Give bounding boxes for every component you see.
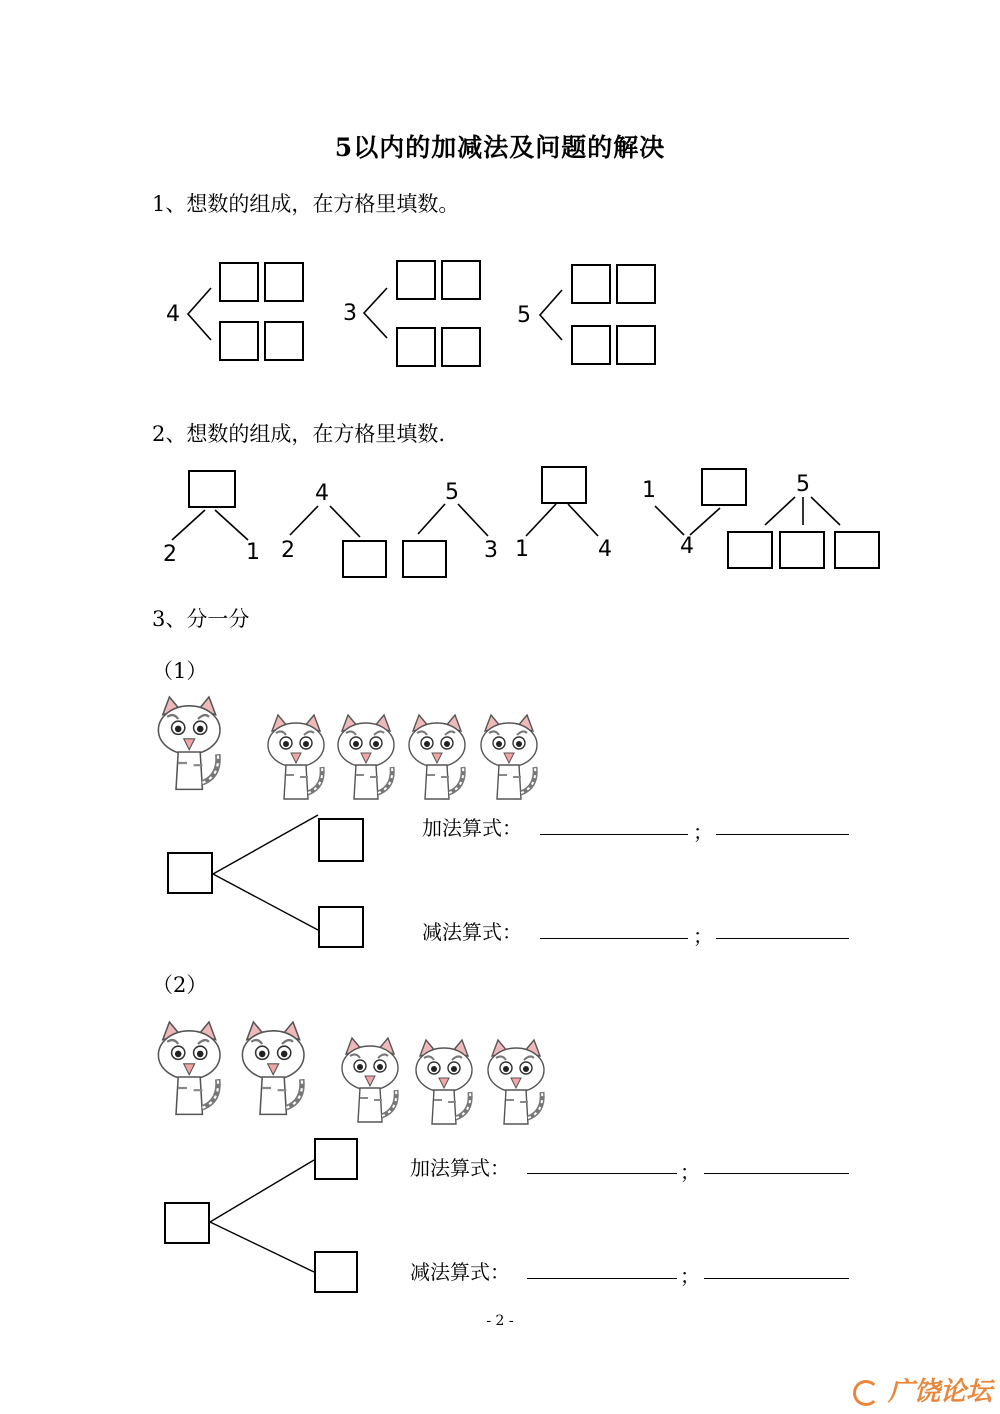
answer-box[interactable] [779,531,825,569]
separator: ； [680,1160,700,1184]
answer-box[interactable] [264,321,304,361]
s1-number-5: 5 [517,303,531,328]
addition-label: 加法算式： [410,1156,510,1180]
answer-box[interactable] [834,531,880,569]
addition-label: 加法算式： [422,816,522,840]
section2-heading: 2、想数的组成，在方格里填数. [152,422,446,446]
tree4-right: 4 [598,537,612,562]
section1-heading: 1、想数的组成，在方格里填数。 [152,192,460,216]
total-box[interactable] [164,1202,210,1244]
answer-box[interactable] [396,327,436,367]
answer-box[interactable] [441,327,481,367]
s1-number-3: 3 [343,301,357,326]
addition-answer-line[interactable] [716,834,849,835]
tree5-bottom: 4 [680,534,694,559]
subtraction-answer-line[interactable] [540,938,688,939]
part-box[interactable] [314,1251,358,1293]
subtraction-answer-line[interactable] [527,1278,677,1279]
answer-box[interactable] [616,325,656,365]
tree3-top: 5 [445,480,459,505]
part2-lines [210,1160,314,1272]
subtraction-label: 减法算式： [422,920,522,944]
part2-label: （2） [152,973,208,997]
answer-box[interactable] [396,260,436,300]
separator: ； [693,820,713,844]
addition-answer-line[interactable] [540,834,688,835]
answer-box[interactable] [188,470,236,508]
part1-label: （1） [152,659,208,683]
tree2-top: 4 [315,481,329,506]
part1-lines [213,815,318,930]
addition-answer-line[interactable] [527,1173,677,1174]
separator: ； [680,1264,700,1288]
answer-box[interactable] [441,260,481,300]
answer-box[interactable] [571,264,611,304]
answer-box[interactable] [727,531,773,569]
tree6-top: 5 [796,472,810,497]
page-title: 5以内的加减法及问题的解决 [334,133,666,162]
section3-heading: 3、分一分 [152,607,250,631]
part-box[interactable] [318,818,364,862]
answer-box[interactable] [616,264,656,304]
page-number: - 2 - [486,1313,514,1329]
tree3-right: 3 [484,538,498,563]
total-box[interactable] [167,852,213,894]
addition-answer-line[interactable] [704,1173,849,1174]
watermark-text: 广饶论坛 [887,1377,992,1407]
tree1-right: 1 [246,540,260,565]
answer-box[interactable] [571,325,611,365]
part-box[interactable] [314,1138,358,1180]
cat-illustration-row-2 [150,1018,570,1132]
answer-box[interactable] [402,540,447,578]
subtraction-answer-line[interactable] [704,1278,849,1279]
answer-box[interactable] [219,321,259,361]
answer-box[interactable] [701,468,747,506]
tree4-left: 1 [515,537,529,562]
answer-box[interactable] [264,262,304,302]
tree5-top-left: 1 [642,478,656,503]
subtraction-answer-line[interactable] [716,938,849,939]
part-box[interactable] [318,906,364,948]
tree2-left: 2 [281,538,295,563]
cat-illustration-row-1 [150,693,550,807]
subtraction-label: 减法算式： [410,1260,510,1284]
logo-icon [853,1380,879,1406]
answer-box[interactable] [219,262,259,302]
separator: ； [693,924,713,948]
tree1-left: 2 [163,542,177,567]
answer-box[interactable] [342,540,387,578]
watermark-logo [853,1371,992,1408]
s1-number-4: 4 [166,302,180,327]
answer-box[interactable] [541,466,587,504]
